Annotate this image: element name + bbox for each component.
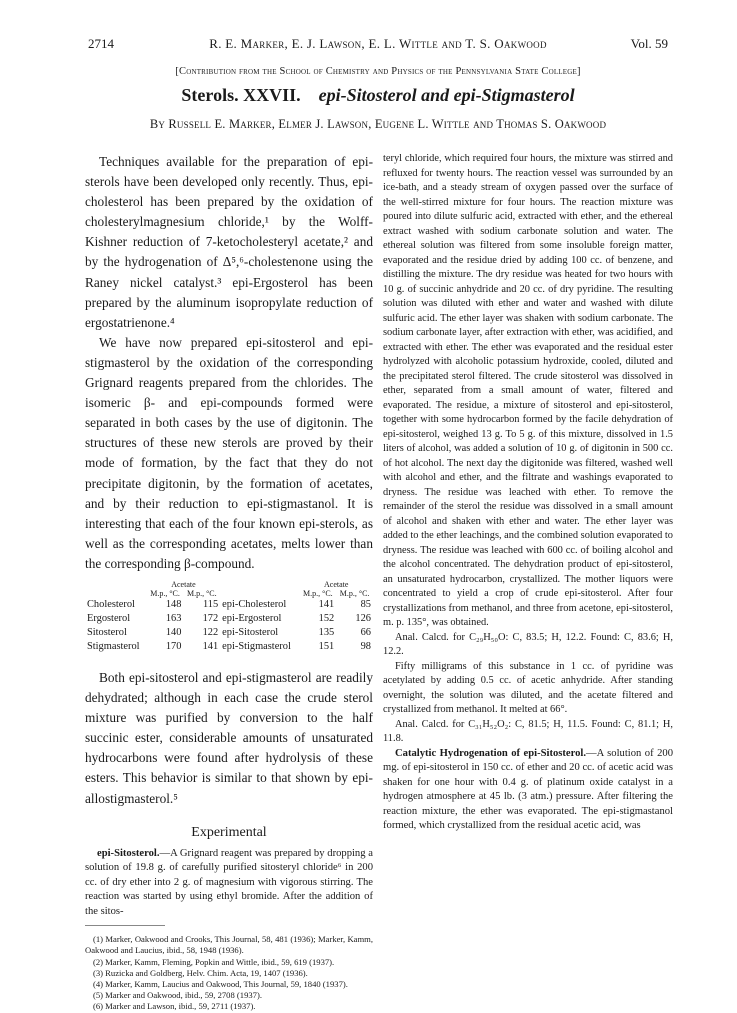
table-header-mp: M.p., °C.	[186, 588, 217, 598]
analysis-2: Anal. Calcd. for C₃₁H₅₂O₂: C, 81.5; H, 11.5. Found: C, 81.1; H, 11.8.	[383, 718, 673, 744]
footnote: (6) Marker and Lawson, ibid., 59, 2711 (1937).	[93, 1001, 256, 1012]
table-header-acetate-right: Acetate	[324, 579, 349, 589]
title-rest: epi-Sitosterol and epi-Stigmasterol	[318, 85, 575, 105]
table-header-mp: M.p., °C.	[303, 588, 333, 598]
footnotes	[85, 934, 373, 1012]
table-header-acetate-left: Acetate	[171, 579, 196, 589]
footnote: (1) Marker, Oakwood and Crooks, This Journal, 58, 481 (1936); Marker, Kamm, Oakwood and Laucius, ibid., 58, 1948 (1936).	[85, 934, 373, 956]
footnote: (5) Marker and Oakwood, ibid., 59, 2708 (1937).	[93, 990, 262, 1001]
intro-paragraph-1: Techniques available for the preparation of epi-sterols have been developed only recently. Thus, epi-cholesterol has been prepared by the oxidation of cholesterylmagnesium chloride,¹ by the Wolff-Kishner reduction of 7-ketocholesteryl acetate,² and by the hydrogenation of Δ⁵,⁶-cholestenone using the Raney nickel catalyst.³ epi-Ergosterol has been prepared by the aluminum isopropylate reduction of ergostatrienone.⁴	[85, 154, 373, 330]
table-header-mp: M.p., °C.	[339, 588, 370, 598]
running-header	[88, 36, 668, 54]
left-column	[85, 152, 373, 1013]
analysis-1: Anal. Calcd. for C₂₉H₅₀O: C, 83.5; H, 12.2. Found: C, 83.6; H, 12.2.	[383, 631, 673, 657]
table-header-mp: M.p., °C.	[150, 588, 180, 598]
volume-label: Vol. 59	[630, 36, 668, 51]
footnote: (2) Marker, Kamm, Fleming, Popkin and Wittle, ibid., 59, 619 (1937).	[93, 956, 335, 967]
hydrogenation-paragraph	[383, 747, 673, 834]
right-column	[383, 152, 673, 834]
experimental-text: —A Grignard reagent was prepared by dropping a solution of 19.8 g. of carefully purified sitosteryl chloride⁶ in 200 cc. of dry ether into 2 g. of magnesium with vigorous stirring. The reaction was started by using ethyl bromide. After the addition of the sitos-	[85, 847, 373, 917]
footnote-rule	[85, 925, 165, 926]
table-row: Ergosterol 163 172 epi-Ergosterol 152 126	[87, 612, 371, 624]
table-row: Stigmasterol 170 141 epi-Stigmasterol 151 98	[87, 640, 371, 652]
footnote: (4) Marker, Kamm, Laucius and Oakwood, This Journal, 59, 1840 (1937).	[93, 978, 348, 989]
procedure-paragraph: teryl chloride, which required four hours, the mixture was stirred and refluxed for twenty hours. The reaction vessel was surrounded by an ice-bath, and a steady stream of oxygen passed over the surface of the well-stirred mixture for four hours. The reaction mixture was poured into dilute sulfuric acid, extracted with ether, and the ethereal extract washed with sodium carbonate solution and water. The ethereal solution was filtered from some insoluble foreign matter, evaporated and the residue dried by adding 100 cc. of benzene, and distilling the mixture. The dry residue was heated for two hours with 10 g. of succinic anhydride and 20 cc. of dry pyridine. The resulting solution was diluted with ether and water and washed with dilute sulfuric acid. The ether layer was shaken with sodium carbonate. The sodium carbonate layer, after extraction with ether, was acidified, and extracted with ether. The ether was evaporated and the residual ester hydrolyzed with alcoholic potassium hydroxide, cooled, diluted and the precipitated sterol filtered. The crude sitosterol was dissolved in ether, separated from a small amount of water, filtered and evaporated. The residue, a mixture of sitosterol and epi-sitosterol, together with some hydrocarbon formed by the facile dehydration of epi-sitosterol, weighed 13 g. To 5 g. of this mixture, dissolved in 1.5 liters of alcohol, was added a solution of 10 g. of digitonin in 500 cc. of hot alcohol. The next day the digitonide was filtered, washed well with alcohol and ether, and the filtrate and washings evaporated to dryness. The residue was leached with ether. To remove the remainder of the sterol the residue was dissolved in a small amount of alcohol and shaken with ether and water. The ether layer was added to the ether leachings, and the combined solution evaporated to dryness. The residue was leached with 600 cc. of boiling alcohol and the alcohol concentrated. The dehydration product of epi-sitosterol, an unsaturated hydrocarbon, crystallized. The mother liquors were concentrated to yield a crop of crude epi-sitosterol. After four crystallizations from methanol, and three from acetone, epi-sitosterol, m. p. 135°, was obtained.	[383, 153, 673, 628]
article-title	[88, 85, 668, 106]
hydrogenation-label: Catalytic Hydrogenation of epi-Sitosterol.	[395, 747, 587, 759]
table-header-row	[85, 580, 373, 589]
melting-point-table	[85, 580, 373, 654]
table-subheader-row	[85, 589, 373, 598]
byline: By Russell E. Marker, Elmer J. Lawson, Eugene L. Wittle and Thomas S. Oakwood	[149, 117, 607, 131]
experimental-heading: Experimental	[191, 824, 267, 840]
dehydration-paragraph: Both epi-sitosterol and epi-stigmasterol are readily dehydrated; although in each case the crude sterol mixture was purified by conversion to the half succinic ester, considerable amounts of unsaturated hydrocarbons were found after hydrolysis of these esters. This behavior is similar to that shown by epi-allostigmasterol.⁵	[85, 669, 373, 806]
running-title: R. E. Marker, E. J. Lawson, E. L. Wittle and T. S. Oakwood	[209, 36, 547, 51]
footnote: (3) Ruzicka and Goldberg, Helv. Chim. Acta, 19, 1407 (1936).	[93, 967, 308, 978]
experimental-paragraph	[85, 847, 373, 920]
table-row: Sitosterol 140 122 epi-Sitosterol 135 66	[87, 626, 371, 638]
title-prefix: Sterols. XXVII.	[181, 85, 301, 105]
contribution-line: [Contribution from the School of Chemistry and Physics of the Pennsylvania State College]	[175, 66, 581, 77]
acetylation-paragraph: Fifty milligrams of this substance in 1 cc. of pyridine was acetylated by adding 0.5 cc. of acetic anhydride. After standing overnight, the solution was diluted, and the acetate filtered and crystallized from methanol. It melted at 66°.	[383, 660, 673, 715]
intro-paragraph-2: We have now prepared epi-sitosterol and epi-stigmasterol by the oxidation of the corresponding Grignard reagents prepared from the chlorides. The isomeric β- and epi-compounds formed were separated in both cases by the use of digitonin. The structures of these new sterols are proved by their mode of formation, by the fact that they do not precipitate digitonin, by the formation of acetates, and by their reduction to epi-stigmastanol. It is interesting that each of the four known epi-sterols, as well as the corresponding acetates, melts lower than the corresponding β-compound.	[85, 334, 373, 571]
table-row: Cholesterol 148 115 epi-Cholesterol 141 85	[87, 598, 371, 610]
hydrogenation-text: —A solution of 200 mg. of epi-sitosterol in 150 cc. of ether and 20 cc. of acetic acid was shaken for one hour with 0.4 g. of platinum oxide catalyst in a hydrogen atmosphere at 45 lb. (3 atm.) pressure. After filtering the reaction mixture, the ether was evaporated. The epi-stigmastanol formed, which crystallized from the residual acetic acid, was	[383, 747, 673, 831]
experimental-label: epi-Sitosterol.	[97, 847, 160, 859]
page-number: 2714	[88, 36, 114, 51]
